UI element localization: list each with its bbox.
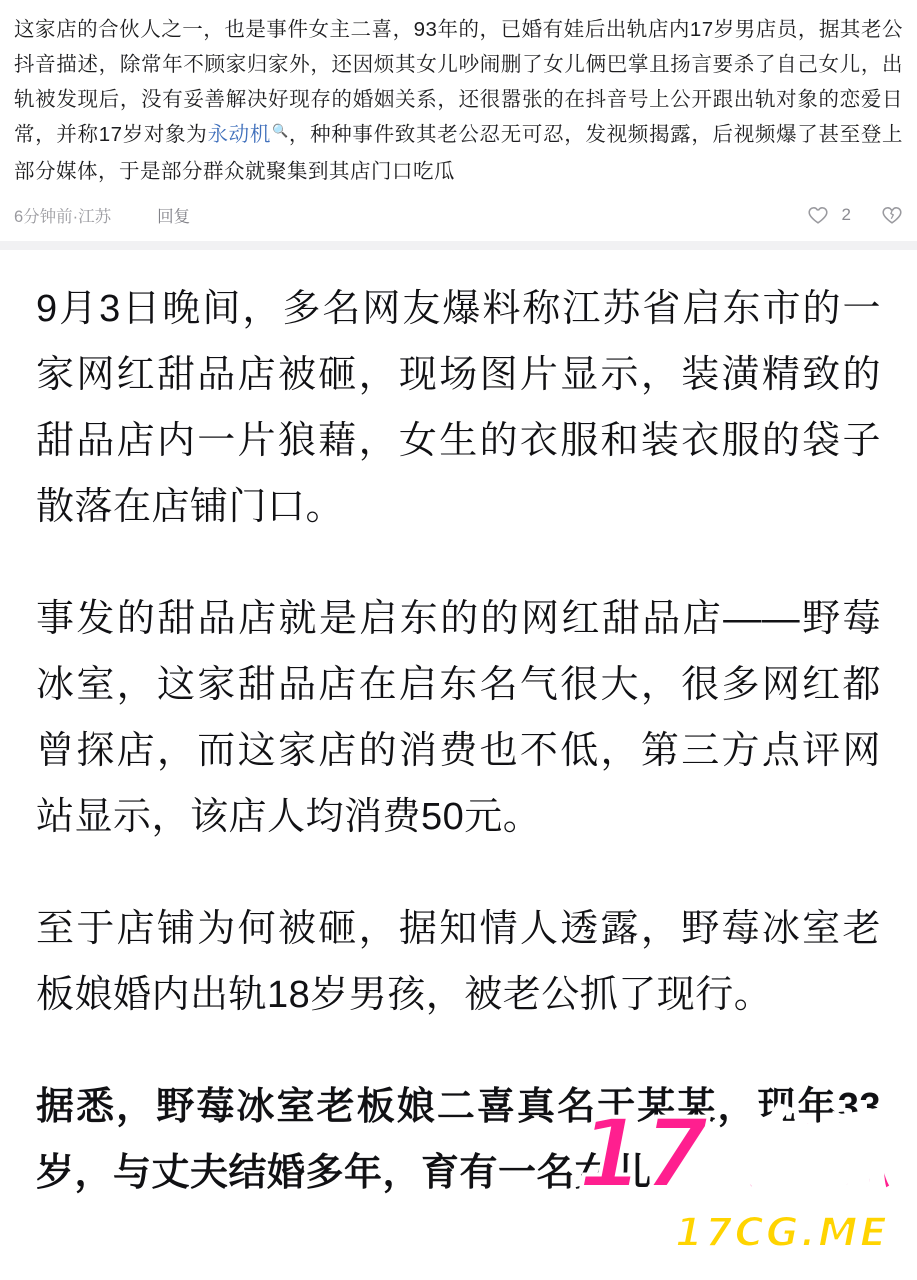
comment-meta [14, 203, 903, 241]
heart-outline-icon[interactable] [807, 204, 829, 226]
comment-reply-button[interactable]: 回复 [157, 208, 191, 226]
comment-timestamp: 6分钟前·江苏 [14, 208, 112, 226]
comment-text-part-2: ，种种事件致其老公忍无可忍，发视频揭露，后视频爆了甚至登上部分媒体，于是部分群众就聚集到其店门口吃瓜 [14, 123, 904, 183]
article-paragraph-4: 据悉，野莓冰室老板娘二喜真名于某某，现年33岁，与丈夫结婚多年，育有一名女儿。 [36, 1086, 881, 1194]
heart-broken-outline-icon[interactable] [881, 204, 903, 226]
watermark-sub-text: 17CG.ME [674, 1210, 889, 1256]
comment-block [0, 6, 917, 241]
section-divider [0, 241, 917, 250]
article-paragraph-3: 至于店铺为何被砸，据知情人透露，野莓冰室老板娘婚内出轨18岁男孩，被老公抓了现行。 [36, 908, 881, 1016]
comment-text [14, 10, 903, 189]
watermark-main-text: 17吃瓜 [577, 1098, 895, 1210]
comment-actions [807, 204, 903, 226]
keyword-link[interactable]: 永动机 [207, 123, 272, 146]
search-icon[interactable]: 🔍 [272, 123, 289, 138]
article-paragraph-2: 事发的甜品店就是启东的的网红甜品店——野莓冰室，这家甜品店在启东名气很大，很多网红都曾探店，而这家店的消费也不低，第三方点评网站显示，该店人均消费50元。 [36, 598, 881, 838]
article-paragraph-1: 9月3日晚间，多名网友爆料称江苏省启东市的一家网红甜品店被砸，现场图片显示，装潢精致的甜品店内一片狼藉，女生的衣服和装衣服的袋子散落在店铺门口。 [36, 288, 881, 528]
like-count: 2 [841, 205, 851, 224]
article-body [0, 250, 917, 1210]
comment-text-part-1: 这家店的合伙人之一，也是事件女主二喜，93年的，已婚有娃后出轨店内17岁男店员，据其老公抖音描述，除常年不顾家归家外，还因烦其女儿吵闹删了女儿俩巴掌且扬言要杀了自己女儿，出轨被发现后，没有妥善解决好现存的婚姻关系，还很嚣张的在抖音号上公开跟出轨对象的恋爱日常，并称17岁对象为 [14, 18, 903, 146]
